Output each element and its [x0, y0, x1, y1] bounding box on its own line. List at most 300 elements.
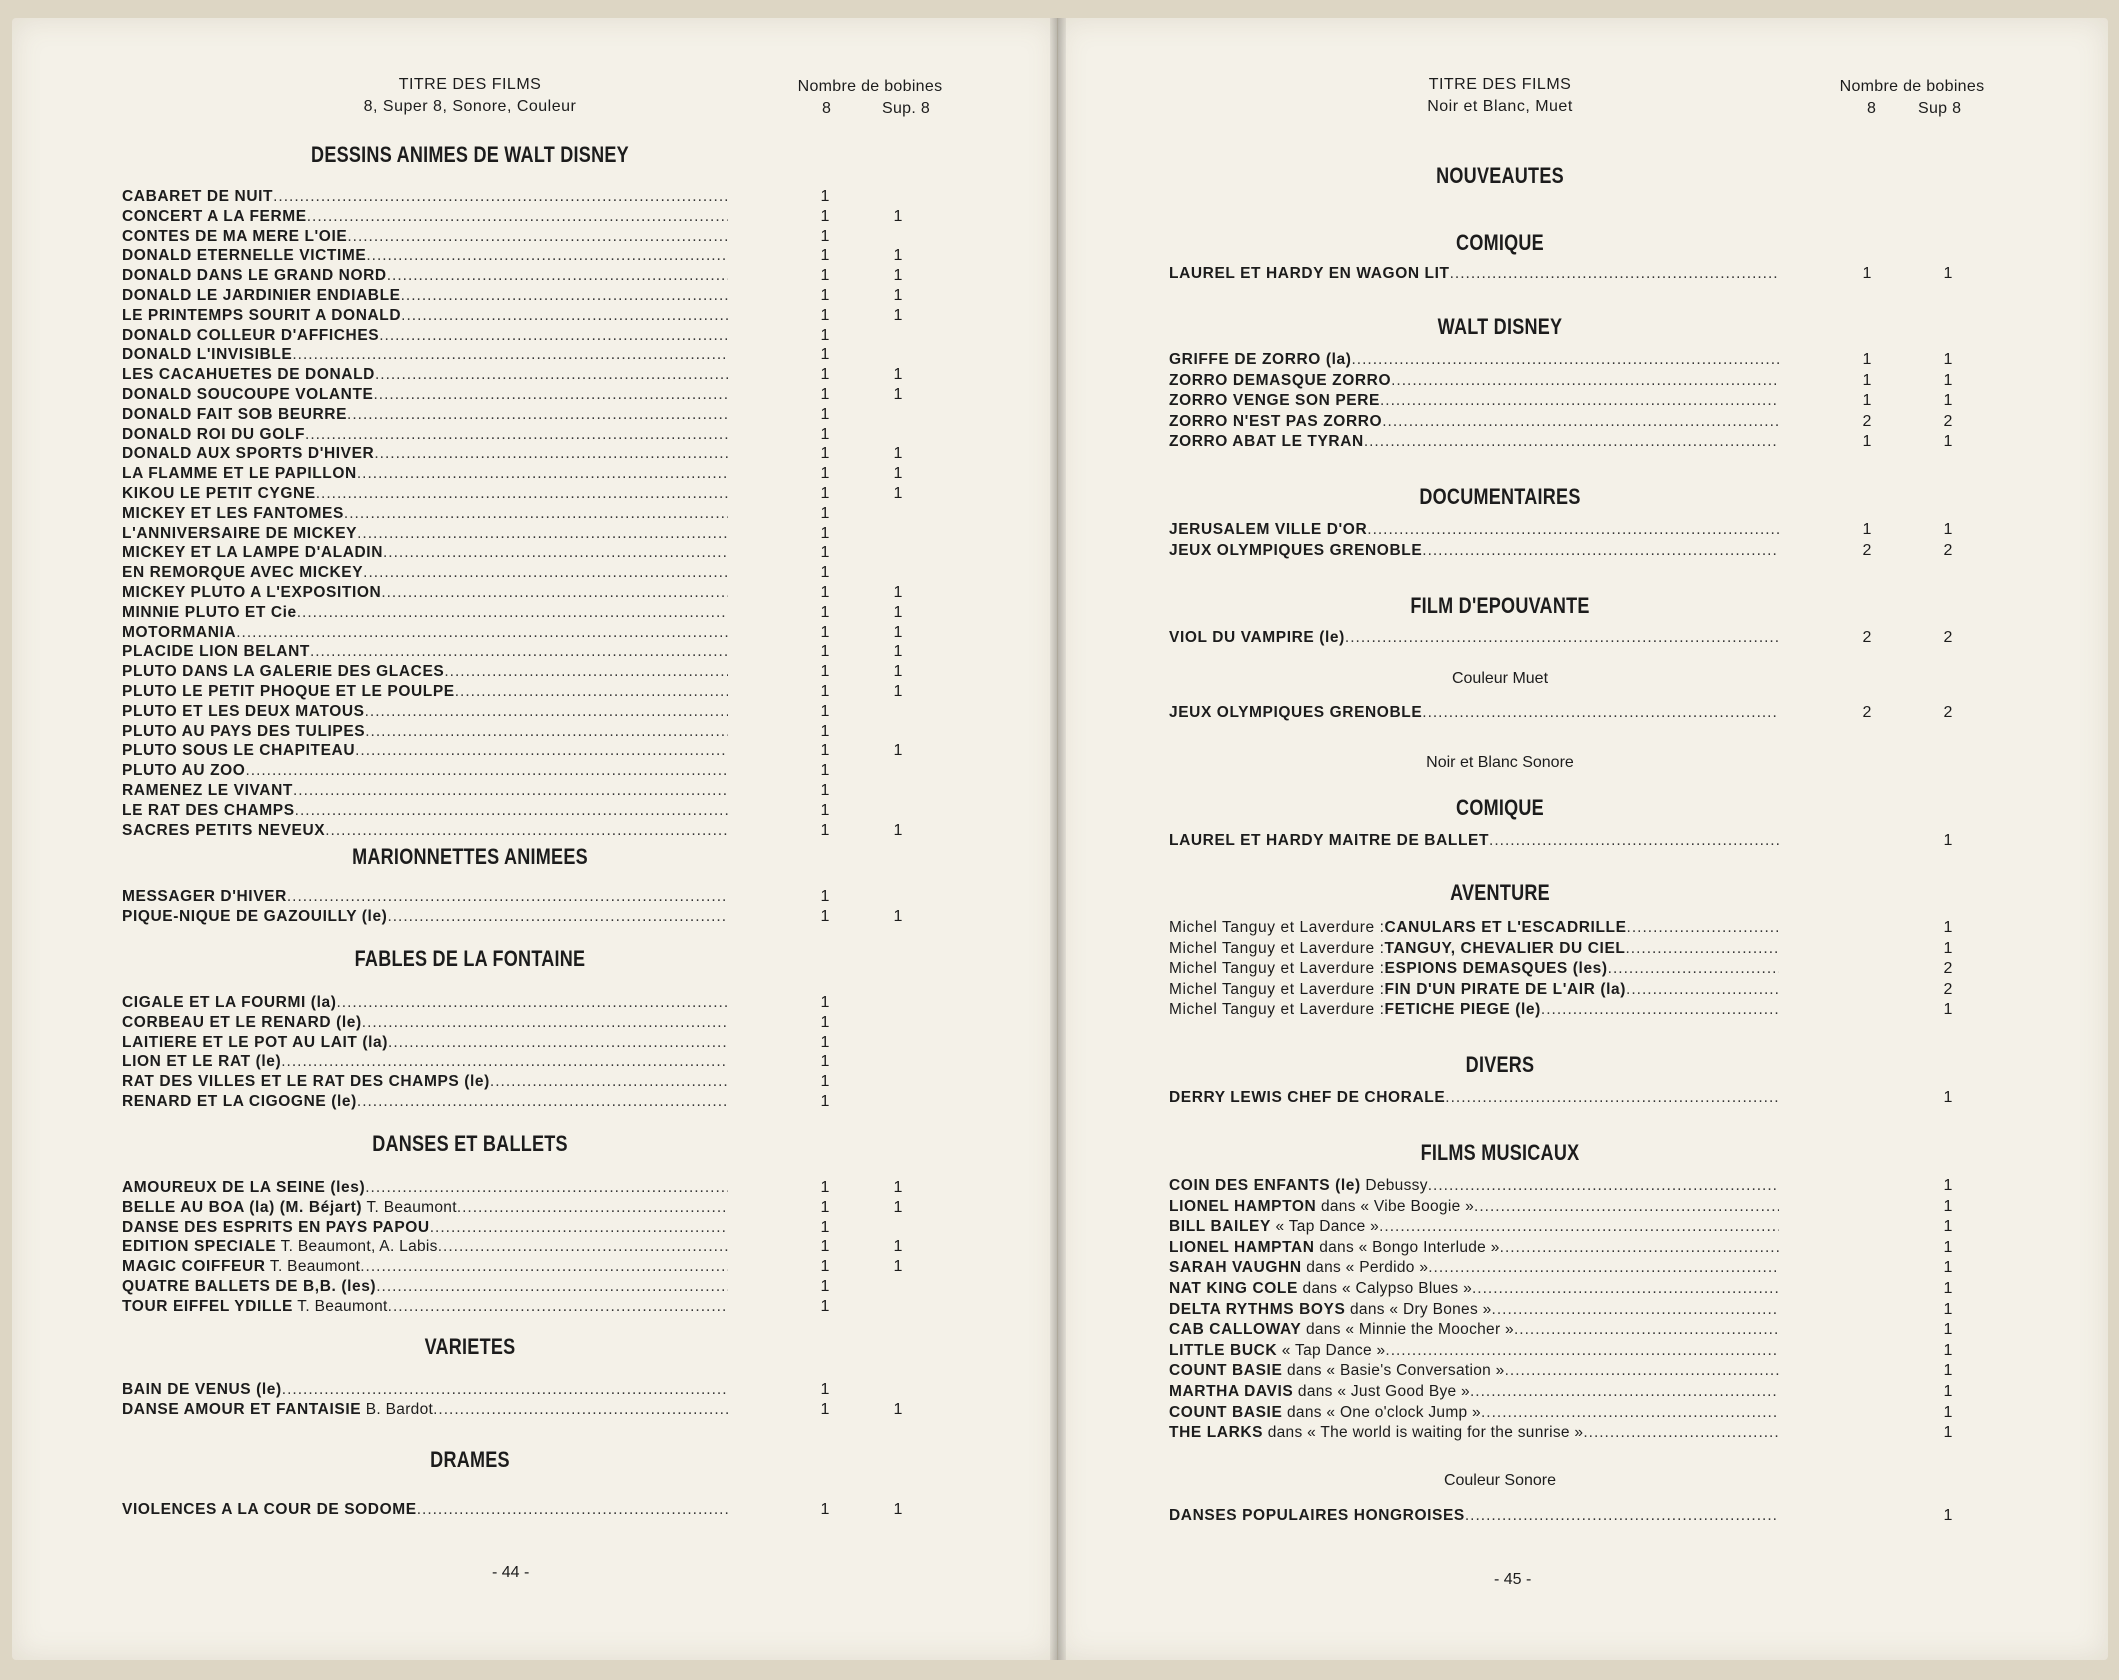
item-title-text: TOUR EIFFEL YDILLE [122, 1298, 293, 1315]
list-item [122, 682, 728, 702]
section-aventure: AVENTURE [1450, 880, 1550, 905]
reel-count-8: 1 [820, 525, 830, 542]
item-title [1169, 1403, 1481, 1423]
reel-count-8 [1857, 1000, 1877, 1020]
dot-leader [325, 821, 728, 841]
list-item [122, 1297, 728, 1317]
reel-count-super8: 2 [1943, 704, 1953, 721]
item-title-text: DELTA RYTHMS BOYS [1169, 1301, 1346, 1318]
dot-leader [305, 425, 728, 445]
reel-count-8 [1857, 1197, 1877, 1217]
reel-count-super8 [888, 1297, 908, 1317]
subheading-couleur-sonore: Couleur Sonore [1443, 1472, 1557, 1489]
item-title [122, 1033, 388, 1053]
item-title-text: COIN DES ENFANTS (le) [1169, 1177, 1361, 1194]
item-title [1169, 391, 1380, 411]
dot-leader [236, 623, 728, 643]
reel-count-super8: 1 [1943, 1321, 1953, 1338]
reel-count-8: 1 [820, 1034, 830, 1051]
reel-count-8: 1 [820, 406, 830, 423]
list-item [1169, 391, 1779, 411]
section-marionnettes: MARIONNETTES ANIMEES [352, 844, 588, 869]
dot-leader [1470, 1382, 1779, 1402]
dot-leader [1474, 1197, 1779, 1217]
item-title [1385, 1000, 1541, 1020]
list-item [1169, 350, 1779, 370]
reel-count-super8: 1 [1943, 433, 1953, 450]
dot-leader [357, 464, 728, 484]
list-item [1169, 520, 1779, 540]
reel-count-super8: 1 [1943, 1239, 1953, 1256]
reel-count-8 [1857, 1403, 1877, 1423]
item-title [1169, 1382, 1470, 1402]
left-col-8: 8 [822, 100, 832, 117]
item-title-text: MARTHA DAVIS [1169, 1383, 1294, 1400]
reel-count-8: 1 [820, 1401, 830, 1418]
reel-count-super8: 1 [893, 366, 903, 383]
dot-leader [1367, 520, 1779, 540]
item-title-text: PIQUE-NIQUE DE GAZOUILLY (le) [122, 908, 388, 925]
item-credit: dans « Minnie the Moocher » [1301, 1321, 1514, 1338]
item-title-text: LES CACAHUETES DE DONALD [122, 366, 375, 383]
item-title [1169, 1506, 1465, 1526]
reel-count-8: 1 [820, 742, 830, 759]
item-title [122, 1237, 438, 1257]
item-credit: T. Beaumont, A. Labis [276, 1238, 438, 1255]
item-title [122, 722, 365, 742]
list-item [1169, 1300, 1779, 1320]
item-title [122, 187, 273, 207]
dot-leader [1583, 1423, 1779, 1443]
item-title-text: EN REMORQUE AVEC MICKEY [122, 564, 364, 581]
reel-count-8: 1 [820, 994, 830, 1011]
reel-count-8 [1857, 939, 1877, 959]
right-col-sup8: Sup 8 [1918, 100, 1962, 117]
reel-count-super8: 1 [893, 624, 903, 641]
reel-count-super8: 1 [1943, 832, 1953, 849]
item-credit: T. Beaumont [265, 1258, 361, 1275]
reel-count-super8 [888, 993, 908, 1013]
reel-count-8: 1 [1862, 351, 1872, 368]
dot-leader [457, 1198, 728, 1218]
reel-count-super8: 1 [1943, 1280, 1953, 1297]
item-title [122, 702, 365, 722]
dot-leader [1500, 1238, 1779, 1258]
item-title-text: LAUREL ET HARDY MAITRE DE BALLET [1169, 832, 1490, 849]
item-title-text: CONTES DE MA MERE L'OIE [122, 228, 348, 245]
reel-count-super8: 1 [1943, 940, 1953, 957]
item-title [1169, 541, 1422, 561]
reel-count-8 [1857, 831, 1877, 851]
item-credit: dans « Vibe Boogie » [1316, 1198, 1475, 1215]
dot-leader [347, 405, 728, 425]
reel-count-super8: 2 [1943, 542, 1953, 559]
reel-count-8 [1857, 1088, 1877, 1108]
reel-count-8: 1 [820, 247, 830, 264]
reel-count-8 [1857, 959, 1877, 979]
list-item [1169, 831, 1779, 851]
right-title-header [1340, 74, 1660, 118]
right-title-line2: Noir et Blanc, Muet [1427, 98, 1573, 115]
reel-count-super8: 1 [893, 663, 903, 680]
dot-leader [1379, 1217, 1779, 1237]
item-title-text: LIONEL HAMPTON [1169, 1198, 1317, 1215]
item-title-text: EDITION SPECIALE [122, 1238, 277, 1255]
reel-count-8: 1 [820, 888, 830, 905]
reel-count-super8: 1 [1943, 265, 1953, 282]
item-title [122, 444, 374, 464]
reel-count-super8: 1 [1943, 521, 1953, 538]
dot-leader [1625, 939, 1779, 959]
item-title-text: JERUSALEM VILLE D'OR [1169, 521, 1368, 538]
dot-leader [360, 1257, 728, 1277]
reel-count-8: 1 [820, 287, 830, 304]
dot-leader [344, 504, 728, 524]
section-walt-disney: WALT DISNEY [1437, 314, 1563, 339]
item-title [122, 1178, 365, 1198]
list-item [122, 1380, 728, 1400]
item-title-text: RAMENEZ LE VIVANT [122, 782, 293, 799]
reel-count-8 [1857, 1506, 1877, 1526]
item-title [1169, 1238, 1500, 1258]
item-title-text: MICKEY PLUTO A L'EXPOSITION [122, 584, 382, 601]
dot-leader [287, 887, 728, 907]
item-title-text: CANULARS ET L'ESCADRILLE [1384, 919, 1627, 936]
list-item [122, 993, 728, 1013]
item-credit: « Tap Dance » [1270, 1218, 1380, 1235]
reel-count-8: 1 [820, 426, 830, 443]
reel-count-super8: 1 [893, 1179, 903, 1196]
dot-leader [388, 1297, 728, 1317]
left-count-header [770, 76, 970, 120]
dot-leader [490, 1072, 728, 1092]
reel-count-8: 1 [820, 188, 830, 205]
item-author-prefix: Michel Tanguy et Laverdure : [1169, 919, 1385, 936]
reel-count-super8 [888, 543, 908, 563]
list-item [122, 1277, 728, 1297]
item-title-text: NAT KING COLE [1169, 1280, 1298, 1297]
item-title [122, 1218, 430, 1238]
list-item [1169, 1361, 1779, 1381]
item-title [122, 603, 297, 623]
item-title-text: FETICHE PIEGE (le) [1384, 1001, 1541, 1018]
item-title-text: CONCERT A LA FERME [122, 208, 307, 225]
item-title-text: BELLE AU BOA (la) (M. Béjart) [122, 1199, 363, 1216]
dot-leader [438, 1237, 728, 1257]
reel-count-super8: 1 [893, 1501, 903, 1518]
list-item [1169, 1320, 1779, 1340]
item-title-text: MINNIE PLUTO ET Cie [122, 604, 297, 621]
reel-count-8 [1857, 1217, 1877, 1237]
item-title-text: LION ET LE RAT (le) [122, 1053, 282, 1070]
item-title-text: SARAH VAUGHN [1169, 1259, 1302, 1276]
dot-leader [1472, 1279, 1779, 1299]
list-item [122, 1013, 728, 1033]
dot-leader [307, 207, 728, 227]
item-title [122, 207, 307, 227]
list-item [122, 385, 728, 405]
item-title [122, 425, 305, 445]
item-title [1169, 371, 1391, 391]
reel-count-8: 1 [820, 1073, 830, 1090]
dot-leader [1608, 959, 1779, 979]
dot-leader [282, 1380, 728, 1400]
dot-leader [365, 722, 728, 742]
reel-count-super8: 1 [1943, 351, 1953, 368]
reel-count-8: 2 [1862, 704, 1872, 721]
dot-leader [1514, 1320, 1779, 1340]
list-item [122, 1178, 728, 1198]
reel-count-super8: 1 [1943, 1001, 1953, 1018]
item-title [122, 682, 455, 702]
dot-leader [1489, 831, 1779, 851]
item-title [122, 326, 379, 346]
reel-count-super8 [888, 524, 908, 544]
reel-count-super8: 2 [1943, 981, 1953, 998]
left-title-header [310, 74, 630, 118]
item-title [122, 1297, 388, 1317]
reel-count-8: 2 [1862, 629, 1872, 646]
dot-leader [374, 444, 728, 464]
reel-count-super8: 1 [893, 386, 903, 403]
reel-count-super8: 1 [893, 584, 903, 601]
reel-count-8 [1857, 1176, 1877, 1196]
item-title [122, 583, 381, 603]
dot-leader [1541, 1000, 1779, 1020]
item-title [122, 1257, 360, 1277]
dot-leader [1345, 628, 1779, 648]
list-item [122, 1218, 728, 1238]
reel-count-super8: 1 [1943, 1404, 1953, 1421]
dot-leader [366, 246, 728, 266]
right-count-header [1812, 76, 2012, 120]
dot-leader [1450, 264, 1779, 284]
reel-count-super8 [888, 887, 908, 907]
item-title [1169, 1423, 1583, 1443]
reel-count-super8: 2 [1943, 629, 1953, 646]
list-item [1169, 918, 1779, 938]
dot-leader [375, 365, 728, 385]
item-title [1169, 703, 1422, 723]
item-credit: dans « One o'clock Jump » [1282, 1404, 1481, 1421]
section-documentaires: DOCUMENTAIRES [1419, 484, 1581, 509]
reel-count-super8: 1 [1943, 1198, 1953, 1215]
item-credit: dans « Basie's Conversation » [1282, 1362, 1505, 1379]
item-title [122, 741, 355, 761]
item-title [122, 1072, 490, 1092]
item-title [122, 662, 444, 682]
item-title [1169, 1361, 1505, 1381]
list-item [122, 425, 728, 445]
item-title-text: DONALD ROI DU GOLF [122, 426, 306, 443]
reel-count-8: 1 [820, 584, 830, 601]
reel-count-super8: 1 [1943, 1507, 1953, 1524]
reel-count-super8: 2 [1943, 960, 1953, 977]
list-item [122, 444, 728, 464]
list-item [122, 524, 728, 544]
list-item [122, 801, 728, 821]
reel-count-super8 [888, 504, 908, 524]
reel-count-8: 1 [820, 782, 830, 799]
reel-count-8 [1857, 1258, 1877, 1278]
list-item [1169, 371, 1779, 391]
item-title-text: DANSE AMOUR ET FANTAISIE [122, 1401, 362, 1418]
item-title-text: ZORRO VENGE SON PERE [1169, 392, 1380, 409]
list-item [1169, 1258, 1779, 1278]
item-title [122, 1198, 457, 1218]
dot-leader [430, 1218, 728, 1238]
reel-count-super8: 1 [893, 822, 903, 839]
list-item [1169, 959, 1779, 979]
list-item [122, 306, 728, 326]
reel-count-8 [1857, 1382, 1877, 1402]
section-varietes: VARIETES [424, 1334, 516, 1359]
item-title-text: MICKEY ET LES FANTOMES [122, 505, 344, 522]
list-item [1169, 703, 1779, 723]
reel-count-super8 [888, 1033, 908, 1053]
reel-count-super8: 1 [1943, 392, 1953, 409]
item-title-text: DONALD L'INVISIBLE [122, 346, 293, 363]
reel-count-8: 1 [820, 1014, 830, 1031]
reel-count-super8 [888, 1277, 908, 1297]
reel-count-super8: 1 [1943, 372, 1953, 389]
list-item [122, 187, 728, 207]
reel-count-super8: 1 [893, 643, 903, 660]
item-title-text: MOTORMANIA [122, 624, 237, 641]
list-item [122, 603, 728, 623]
reel-count-8: 1 [820, 1053, 830, 1070]
item-title [122, 1092, 357, 1112]
reel-count-8: 1 [820, 604, 830, 621]
reel-count-8: 1 [820, 485, 830, 502]
list-item [122, 1072, 728, 1092]
item-title [122, 543, 383, 563]
dot-leader [357, 524, 728, 544]
reel-count-super8: 1 [893, 307, 903, 324]
dot-leader [376, 1277, 728, 1297]
item-title-text: FIN D'UN PIRATE DE L'AIR (la) [1384, 981, 1627, 998]
item-title [1169, 1300, 1492, 1320]
item-title [1385, 939, 1626, 959]
reel-count-8 [1857, 1361, 1877, 1381]
item-title-text: PLUTO DANS LA GALERIE DES GLACES [122, 663, 445, 680]
reel-count-super8: 1 [893, 1401, 903, 1418]
list-item [122, 543, 728, 563]
item-title-text: MESSAGER D'HIVER [122, 888, 287, 905]
dot-leader [1428, 1258, 1779, 1278]
item-credit: dans « Bongo Interlude » [1314, 1239, 1500, 1256]
dot-leader [336, 993, 728, 1013]
item-title [122, 345, 292, 365]
reel-count-8: 1 [820, 564, 830, 581]
item-title [122, 524, 357, 544]
dot-leader [379, 326, 728, 346]
item-credit: T. Beaumont [292, 1298, 388, 1315]
item-credit: Debussy [1360, 1177, 1428, 1194]
list-item [1169, 1382, 1779, 1402]
reel-count-super8 [888, 781, 908, 801]
reel-count-8: 1 [1862, 372, 1872, 389]
list-item [1169, 1197, 1779, 1217]
reel-count-8: 1 [820, 822, 830, 839]
reel-count-super8: 1 [1943, 1259, 1953, 1276]
reel-count-8: 1 [820, 267, 830, 284]
dot-leader [1626, 980, 1779, 1000]
dot-leader [1382, 412, 1779, 432]
item-title-text: LIONEL HAMPTAN [1169, 1239, 1315, 1256]
reel-count-8: 1 [820, 1199, 830, 1216]
item-title-text: DANSES POPULAIRES HONGROISES [1169, 1507, 1465, 1524]
item-title [122, 1277, 376, 1297]
reel-count-8: 1 [820, 208, 830, 225]
item-title-text: CIGALE ET LA FOURMI (la) [122, 994, 337, 1011]
dot-leader [373, 385, 728, 405]
list-item [1169, 1088, 1779, 1108]
reel-count-super8: 1 [1943, 1218, 1953, 1235]
item-title-text: ZORRO DEMASQUE ZORRO [1169, 372, 1392, 389]
list-item [1169, 939, 1779, 959]
reel-count-8: 1 [1862, 392, 1872, 409]
dot-leader [355, 741, 728, 761]
reel-count-super8: 1 [893, 1258, 903, 1275]
list-item [1169, 980, 1779, 1000]
section-comique: COMIQUE [1456, 230, 1544, 255]
list-item [122, 563, 728, 583]
reel-count-super8 [888, 405, 908, 425]
reel-count-8: 1 [820, 228, 830, 245]
section-danses-ballets: DANSES ET BALLETS [372, 1131, 568, 1156]
dot-leader [293, 781, 728, 801]
item-title [122, 266, 387, 286]
item-author-prefix: Michel Tanguy et Laverdure : [1169, 981, 1385, 998]
item-title [1169, 1258, 1428, 1278]
item-title [122, 246, 366, 266]
reel-count-super8: 1 [1943, 919, 1953, 936]
item-title-text: VIOLENCES A LA COUR DE SODOME [122, 1501, 417, 1518]
reel-count-8: 1 [820, 908, 830, 925]
dot-leader [381, 583, 728, 603]
item-title [1169, 520, 1367, 540]
item-title [1169, 1176, 1428, 1196]
item-title [1169, 1217, 1379, 1237]
reel-count-super8: 1 [1943, 1342, 1953, 1359]
list-item [122, 1257, 728, 1277]
reel-count-super8 [888, 1052, 908, 1072]
reel-count-super8 [888, 187, 908, 207]
list-item [1169, 1000, 1779, 1020]
dot-leader [273, 187, 728, 207]
reel-count-8: 1 [1862, 265, 1872, 282]
reel-count-super8: 1 [1943, 1301, 1953, 1318]
item-title-text: LITTLE BUCK [1169, 1342, 1278, 1359]
right-col-8: 8 [1867, 100, 1877, 117]
item-title-text: DERRY LEWIS CHEF DE CHORALE [1169, 1089, 1446, 1106]
list-item [1169, 264, 1779, 284]
reel-count-super8: 1 [893, 742, 903, 759]
section-comique-sonore: COMIQUE [1456, 795, 1544, 820]
right-title-line1: TITRE DES FILMS [1428, 76, 1572, 93]
item-title-text: ESPIONS DEMASQUES (les) [1384, 960, 1608, 977]
reel-count-super8: 1 [893, 604, 903, 621]
list-item [122, 821, 728, 841]
reel-count-super8 [888, 425, 908, 445]
item-credit: « Tap Dance » [1277, 1342, 1386, 1359]
list-item [1169, 1506, 1779, 1526]
list-item [122, 702, 728, 722]
item-title [1169, 1279, 1472, 1299]
list-item [122, 781, 728, 801]
dot-leader [245, 761, 728, 781]
